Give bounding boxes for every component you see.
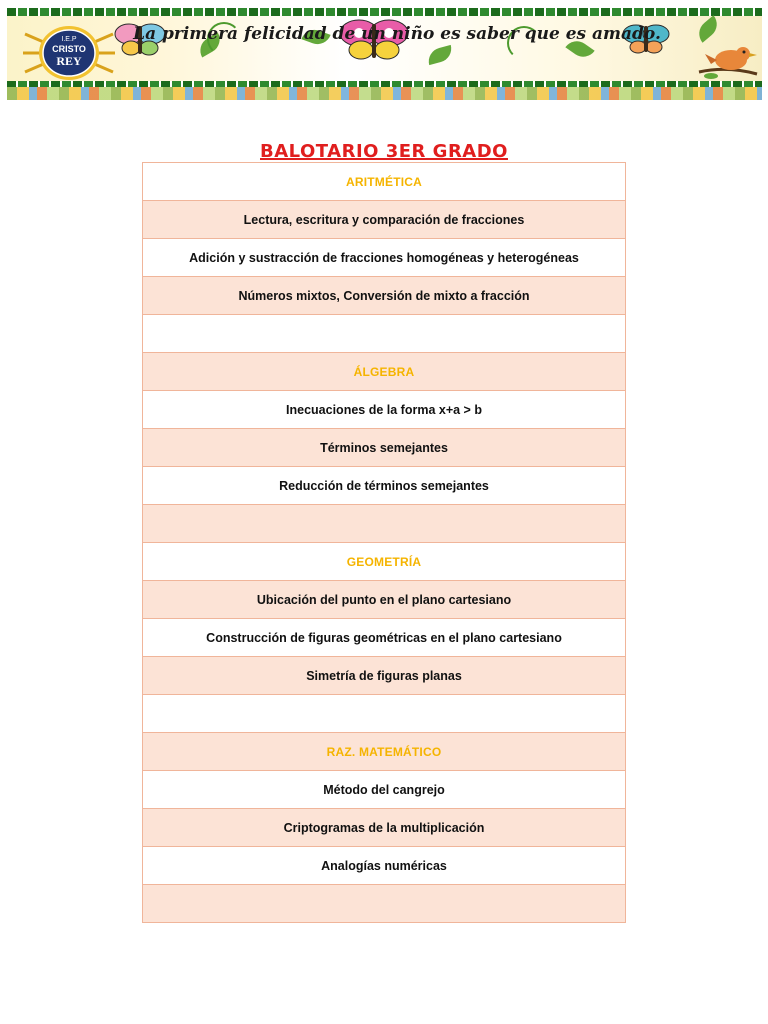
table-row: [143, 657, 626, 695]
topic-cell: Inecuaciones de la forma x+a > b: [143, 391, 626, 429]
topic-cell: Ubicación del punto en el plano cartesiano: [143, 581, 626, 619]
section-header-aritmetica: ARITMÉTICA: [143, 163, 626, 201]
table-row: [143, 733, 626, 771]
topic-cell: Lectura, escritura y comparación de fracciones: [143, 201, 626, 239]
topic-cell: Reducción de términos semejantes: [143, 467, 626, 505]
topic-cell: Método del cangrejo: [143, 771, 626, 809]
table-row: [143, 581, 626, 619]
syllabus-table: [142, 162, 626, 923]
topic-cell: Números mixtos, Conversión de mixto a fracción: [143, 277, 626, 315]
logo-text-rey: REY: [56, 54, 82, 68]
topic-cell: Simetría de figuras planas: [143, 657, 626, 695]
topic-cell: Analogías numéricas: [143, 847, 626, 885]
table-row: [143, 239, 626, 277]
page-title: BALOTARIO 3ER GRADO: [260, 141, 508, 162]
table-row: [143, 163, 626, 201]
logo-text-iep: I.E.P: [61, 36, 77, 43]
school-logo: [21, 24, 117, 82]
banner-decorative-fringe: [7, 87, 762, 100]
empty-cell: [143, 315, 626, 353]
topic-cell: Criptogramas de la multiplicación: [143, 809, 626, 847]
section-header-geometria: GEOMETRÍA: [143, 543, 626, 581]
section-header-raz-matematico: RAZ. MATEMÁTICO: [143, 733, 626, 771]
table-row-empty: [143, 695, 626, 733]
table-row: [143, 429, 626, 467]
banner-top-border: [7, 8, 762, 16]
bird-icon: [697, 38, 759, 82]
topic-cell: Construcción de figuras geométricas en el plano cartesiano: [143, 619, 626, 657]
table-row: [143, 467, 626, 505]
section-header-algebra: ÁLGEBRA: [143, 353, 626, 391]
empty-cell: [143, 695, 626, 733]
table-row: [143, 201, 626, 239]
topic-cell: Términos semejantes: [143, 429, 626, 467]
header-banner: [7, 8, 762, 100]
topic-cell: Adición y sustracción de fracciones homogéneas y heterogéneas: [143, 239, 626, 277]
leaf-decoration: [426, 45, 455, 65]
table-row: [143, 847, 626, 885]
banner-motto: La primera felicidad de un niño es saber que es amado.: [133, 24, 661, 44]
empty-cell: [143, 505, 626, 543]
table-row: [143, 277, 626, 315]
table-row-empty: [143, 885, 626, 923]
table-row: [143, 619, 626, 657]
table-row-empty: [143, 505, 626, 543]
table-row: [143, 391, 626, 429]
table-row-empty: [143, 315, 626, 353]
table-row: [143, 771, 626, 809]
table-row: [143, 353, 626, 391]
logo-text-cristo: CRISTO: [52, 44, 86, 54]
empty-cell: [143, 885, 626, 923]
table-row: [143, 543, 626, 581]
table-row: [143, 809, 626, 847]
